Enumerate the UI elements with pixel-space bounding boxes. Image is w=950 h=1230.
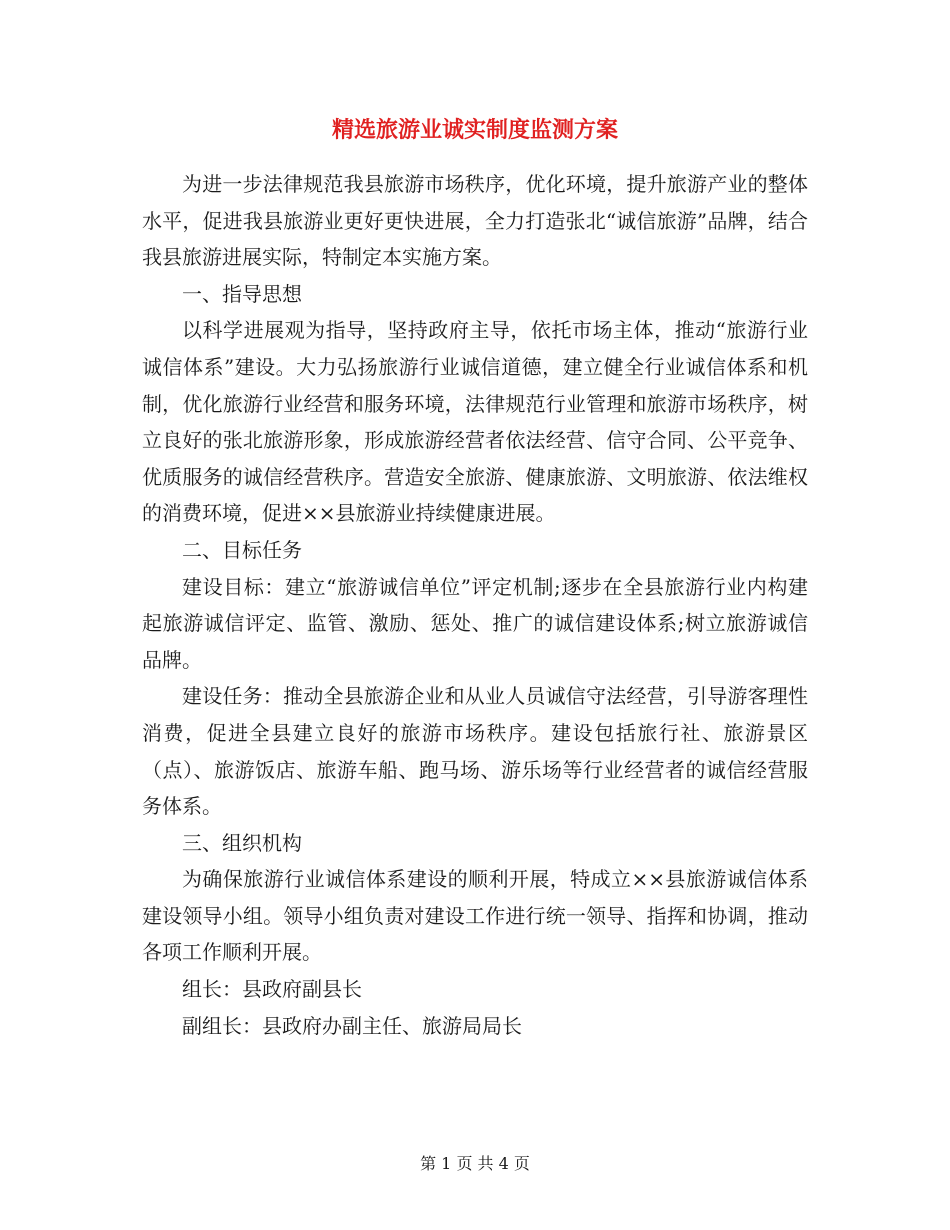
paragraph-construction-tasks: 建设任务：推动全县旅游企业和从业人员诚信守法经营，引导游客理性消费，促进全县建立良好的旅游市场秩序。建设包括旅行社、旅游景区（点）、旅游饭店、旅游车船、跑马场、游乐场等行业经营者的诚信经营服务体系。 bbox=[142, 684, 808, 819]
heading-goals-tasks: 二、目标任务 bbox=[182, 537, 302, 562]
paragraph-group-leader: 组长：县政府副县长 bbox=[182, 977, 362, 1002]
paragraph-construction-goals: 建设目标：建立“旅游诚信单位”评定机制;逐步在全县旅游行业内构建起旅游诚信评定、监管、激励、惩处、推广的诚信建设体系;树立旅游诚信品牌。 bbox=[142, 574, 808, 672]
heading-organization: 三、组织机构 bbox=[182, 830, 302, 855]
page-number-footer: 第 1 页 共 4 页 bbox=[420, 1154, 530, 1173]
document-body bbox=[142, 166, 808, 1044]
document-title: 精选旅游业诚实制度监测方案 bbox=[331, 117, 618, 143]
heading-guiding-ideology: 一、指导思想 bbox=[182, 281, 302, 306]
paragraph-guiding-ideology: 以科学进展观为指导，坚持政府主导，依托市场主体，推动“旅游行业诚信体系”建设。大力弘扬旅游行业诚信道德，建立健全行业诚信体系和机制，优化旅游行业经营和服务环境，法律规范行业管理和旅游市场秩序，树立良好的张北旅游形象，形成旅游经营者依法经营、信守合同、公平竞争、优质服务的诚信经营秩序。营造安全旅游、健康旅游、文明旅游、依法维权的消费环境，促进××县旅游业持续健康进展。 bbox=[142, 318, 808, 526]
paragraph-intro: 为进一步法律规范我县旅游市场秩序，优化环境，提升旅游产业的整体水平，促进我县旅游业更好更快进展，全力打造张北“诚信旅游”品牌，结合我县旅游进展实际，特制定本实施方案。 bbox=[142, 172, 808, 270]
paragraph-deputy-leader: 副组长：县政府办副主任、旅游局局长 bbox=[182, 1013, 522, 1038]
paragraph-organization: 为确保旅游行业诚信体系建设的顺利开展，特成立××县旅游诚信体系建设领导小组。领导小组负责对建设工作进行统一领导、指挥和协调，推动各项工作顺利开展。 bbox=[142, 867, 808, 965]
